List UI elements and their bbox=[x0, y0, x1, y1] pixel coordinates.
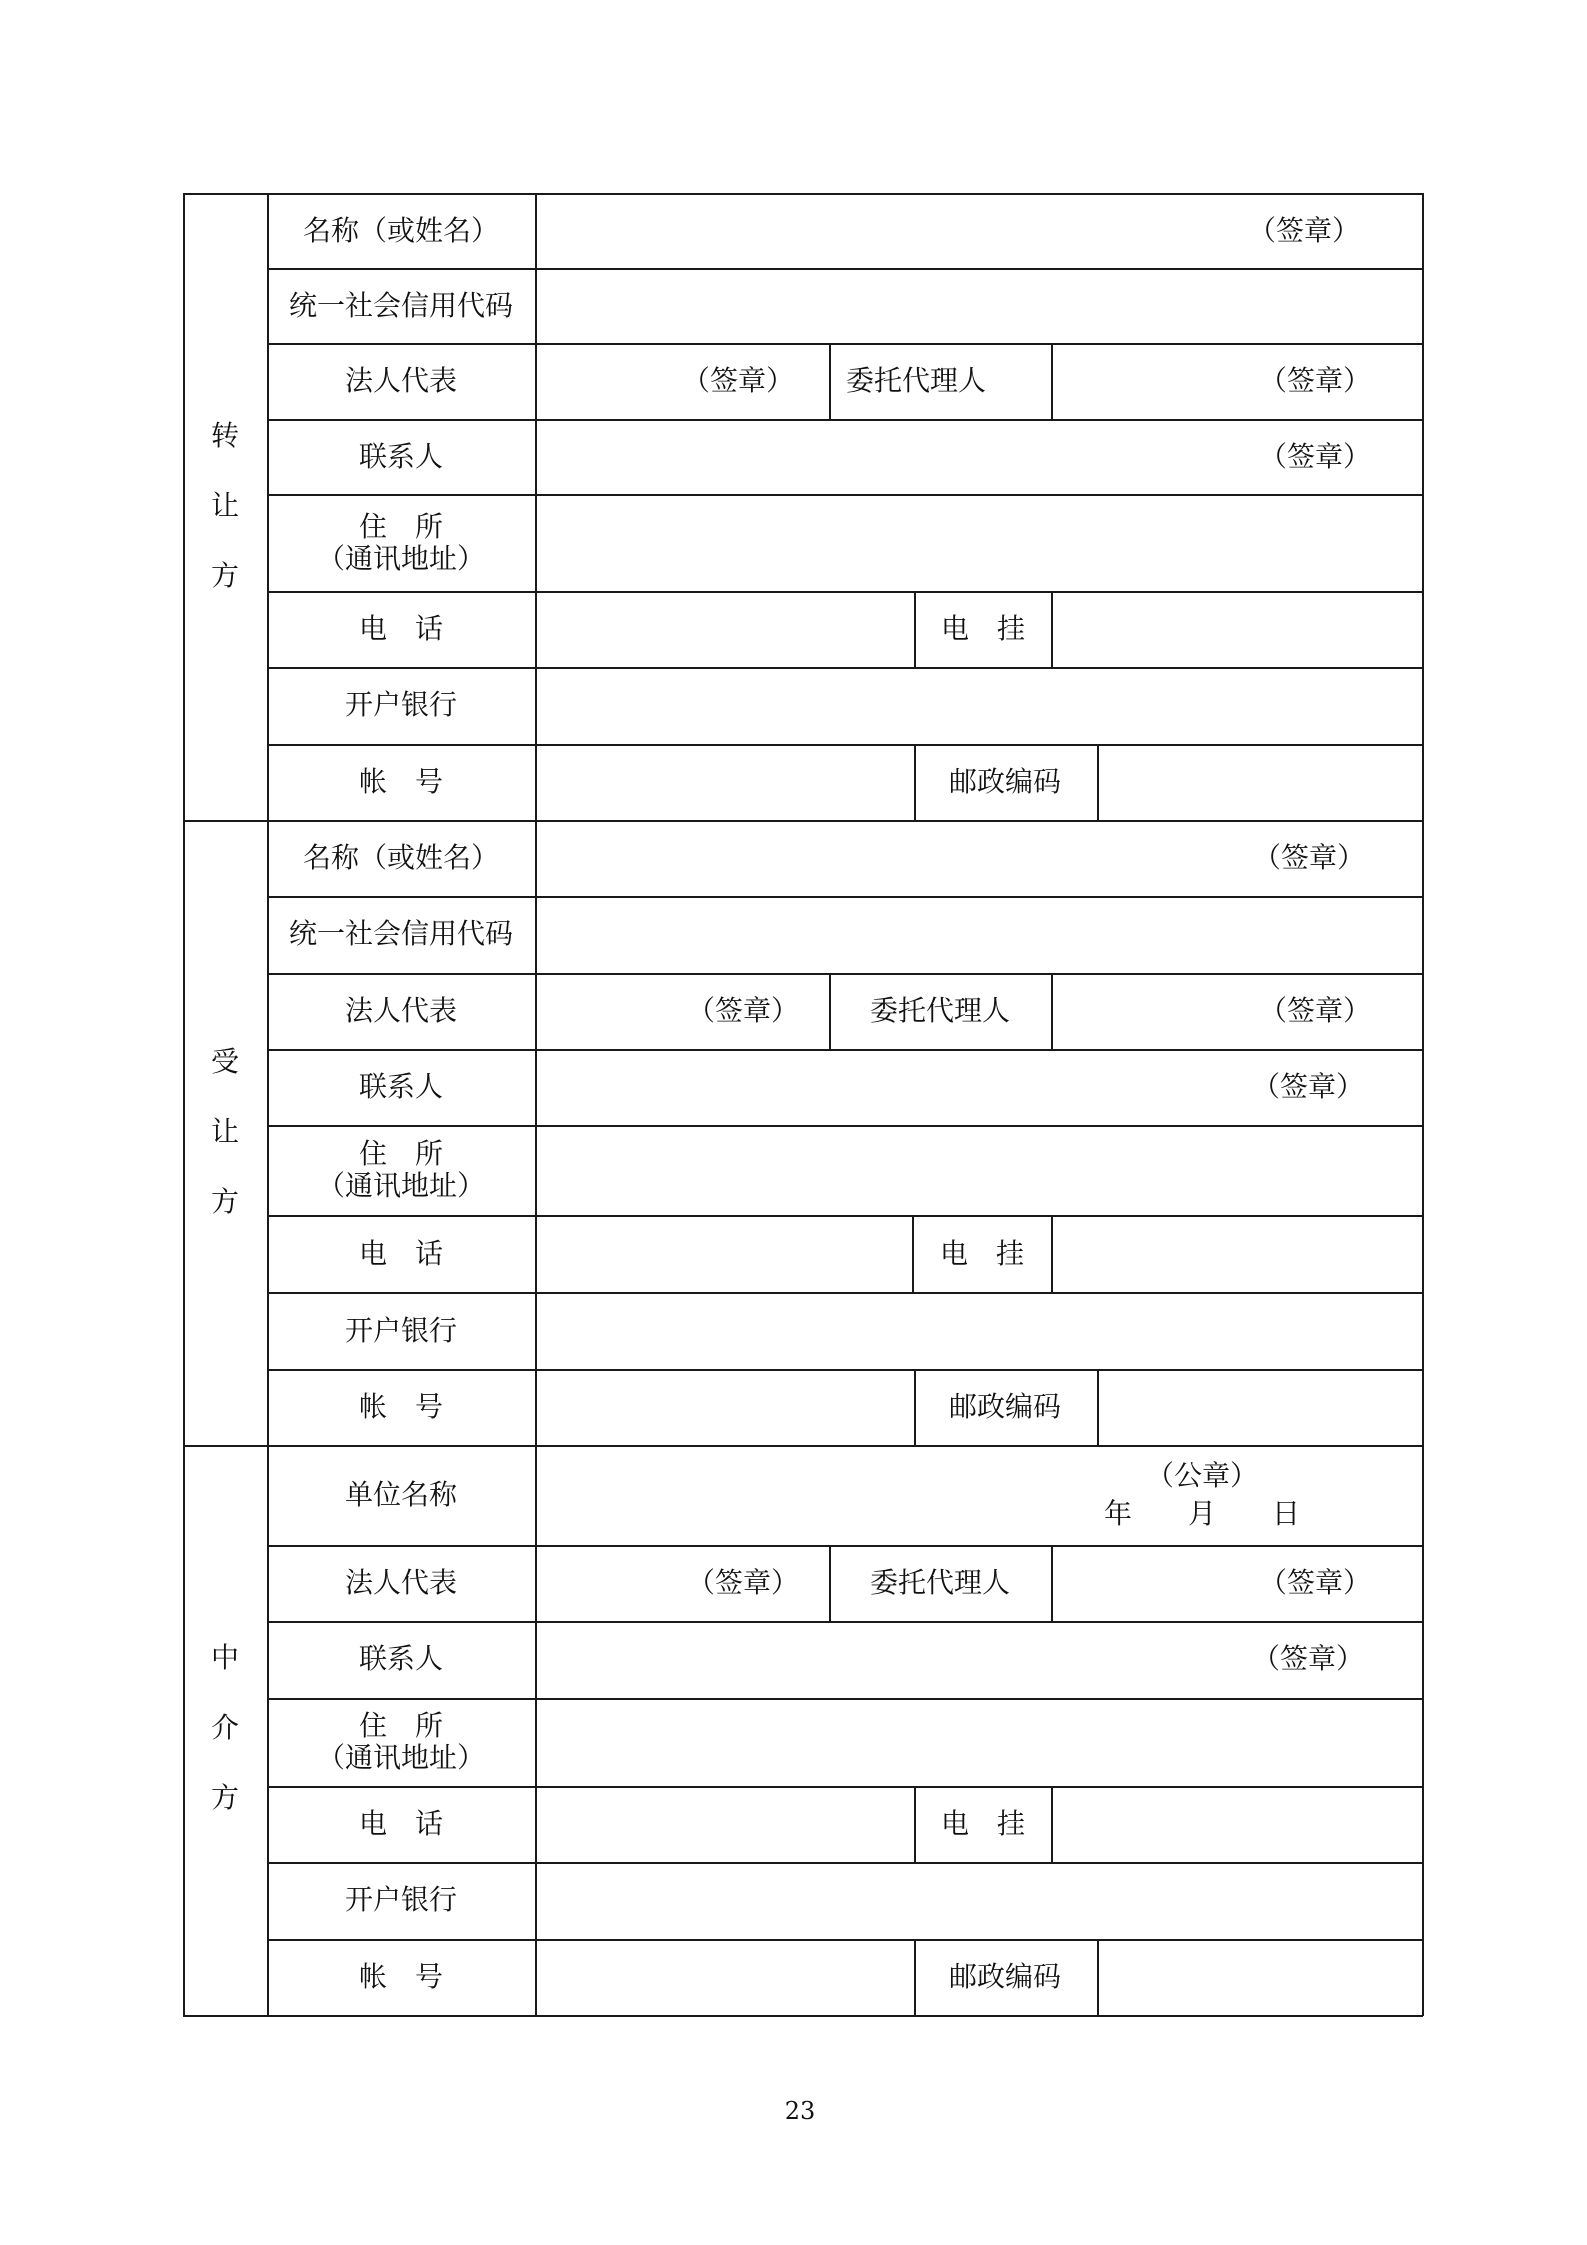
row-line bbox=[267, 268, 1423, 270]
address-label-line1: 住 所 bbox=[358, 1709, 444, 1742]
intermediary-address-label bbox=[316, 1709, 486, 1774]
label-column-divider bbox=[535, 193, 537, 2016]
intermediary-contact-signature: （签章） bbox=[1251, 1642, 1364, 1675]
row-line bbox=[267, 1545, 1423, 1547]
cell-divider bbox=[912, 1215, 914, 1292]
row-line bbox=[267, 1939, 1423, 1941]
row-line bbox=[267, 667, 1423, 669]
cell-divider bbox=[1051, 591, 1053, 667]
section-label-char: 让 bbox=[210, 1115, 240, 1148]
cell-divider bbox=[829, 343, 831, 419]
transferee-contact-label: 联系人 bbox=[358, 1070, 444, 1103]
table-border-bottom bbox=[183, 2015, 1423, 2017]
cell-divider bbox=[1097, 744, 1099, 820]
transferee-name-signature: （签章） bbox=[1252, 841, 1365, 874]
cell-divider bbox=[914, 1939, 916, 2015]
cell-divider bbox=[829, 973, 831, 1049]
transferee-credit-code-label: 统一社会信用代码 bbox=[288, 917, 514, 950]
transferor-legal-rep-label: 法人代表 bbox=[344, 364, 458, 397]
address-label-line1: 住 所 bbox=[358, 510, 444, 543]
cell-divider bbox=[1051, 343, 1053, 419]
transferee-legal-rep-signature: （签章） bbox=[686, 994, 799, 1027]
transferor-telegraph-label: 电 挂 bbox=[940, 612, 1026, 645]
intermediary-account-label: 帐 号 bbox=[358, 1960, 444, 1993]
row-line bbox=[267, 1862, 1423, 1864]
transferor-bank-label: 开户银行 bbox=[344, 688, 458, 721]
cell-divider bbox=[1051, 973, 1053, 1049]
row-line bbox=[267, 1292, 1423, 1294]
section-label-char: 转 bbox=[210, 419, 240, 452]
row-line bbox=[267, 973, 1423, 975]
section-label-intermediary bbox=[210, 1641, 240, 1814]
row-line bbox=[267, 1215, 1423, 1217]
transferee-postcode-label: 邮政编码 bbox=[948, 1390, 1062, 1423]
transferee-agent-label: 委托代理人 bbox=[869, 994, 1011, 1027]
row-line bbox=[267, 1786, 1423, 1788]
row-line bbox=[267, 343, 1423, 345]
row-line bbox=[267, 1369, 1423, 1371]
section-label-char: 方 bbox=[210, 559, 240, 592]
cell-divider bbox=[1097, 1939, 1099, 2015]
intermediary-phone-label: 电 话 bbox=[358, 1807, 444, 1840]
transferor-address-label bbox=[316, 510, 486, 575]
row-line bbox=[267, 591, 1423, 593]
section-divider-2 bbox=[183, 1445, 1423, 1447]
cell-divider bbox=[914, 591, 916, 667]
row-line bbox=[267, 896, 1423, 898]
table-border-left bbox=[183, 193, 185, 2016]
cell-divider bbox=[1097, 1369, 1099, 1445]
section-label-transferee bbox=[210, 1045, 240, 1218]
cell-divider bbox=[914, 1369, 916, 1445]
transferor-legal-rep-signature: （签章） bbox=[681, 364, 794, 397]
cell-divider bbox=[914, 744, 916, 820]
page-number: 23 bbox=[784, 2097, 816, 2125]
intermediary-official-seal: （公章） bbox=[1145, 1459, 1259, 1492]
address-label-line2: （通讯地址） bbox=[316, 1741, 486, 1774]
intermediary-legal-rep-label: 法人代表 bbox=[344, 1566, 458, 1599]
table-border-right bbox=[1422, 193, 1424, 2016]
transferor-phone-label: 电 话 bbox=[358, 612, 444, 645]
transferee-address-label bbox=[316, 1137, 486, 1202]
transferee-legal-rep-label: 法人代表 bbox=[344, 994, 458, 1027]
row-line bbox=[267, 1621, 1423, 1623]
intermediary-contact-label: 联系人 bbox=[358, 1642, 444, 1675]
transferee-name-label: 名称（或姓名） bbox=[302, 841, 500, 874]
row-line bbox=[267, 744, 1423, 746]
transferee-account-label: 帐 号 bbox=[358, 1390, 444, 1423]
address-label-line2: （通讯地址） bbox=[316, 1169, 486, 1202]
section-label-char: 介 bbox=[210, 1711, 240, 1744]
transferor-postcode-label: 邮政编码 bbox=[948, 765, 1062, 798]
transferor-account-label: 帐 号 bbox=[358, 765, 444, 798]
transferor-credit-code-label: 统一社会信用代码 bbox=[288, 289, 514, 322]
section-label-transferor bbox=[210, 419, 240, 592]
transferee-agent-signature: （签章） bbox=[1258, 994, 1371, 1027]
section-column-divider bbox=[267, 193, 269, 2016]
transferor-contact-label: 联系人 bbox=[358, 440, 444, 473]
section-label-char: 中 bbox=[210, 1641, 240, 1674]
transferor-agent-signature: （签章） bbox=[1258, 364, 1371, 397]
intermediary-bank-label: 开户银行 bbox=[344, 1883, 458, 1916]
intermediary-agent-signature: （签章） bbox=[1258, 1566, 1371, 1599]
section-label-char: 方 bbox=[210, 1781, 240, 1814]
row-line bbox=[267, 494, 1423, 496]
cell-divider bbox=[914, 1786, 916, 1862]
address-label-line2: （通讯地址） bbox=[316, 542, 486, 575]
transferor-name-signature: （签章） bbox=[1247, 214, 1360, 247]
intermediary-legal-rep-signature: （签章） bbox=[686, 1566, 799, 1599]
section-label-char: 受 bbox=[210, 1045, 240, 1078]
transferee-bank-label: 开户银行 bbox=[344, 1314, 458, 1347]
address-label-line1: 住 所 bbox=[358, 1137, 444, 1170]
transferee-phone-label: 电 话 bbox=[358, 1237, 444, 1270]
intermediary-agent-label: 委托代理人 bbox=[869, 1566, 1011, 1599]
transferor-contact-signature: （签章） bbox=[1258, 440, 1371, 473]
row-line bbox=[267, 1049, 1423, 1051]
cell-divider bbox=[1051, 1545, 1053, 1621]
cell-divider bbox=[1051, 1215, 1053, 1292]
transferee-telegraph-label: 电 挂 bbox=[939, 1237, 1025, 1270]
row-line bbox=[267, 1698, 1423, 1700]
transferee-contact-signature: （签章） bbox=[1251, 1070, 1364, 1103]
section-divider-1 bbox=[183, 820, 1423, 822]
cell-divider bbox=[1051, 1786, 1053, 1862]
intermediary-telegraph-label: 电 挂 bbox=[940, 1807, 1026, 1840]
section-label-char: 让 bbox=[210, 489, 240, 522]
cell-divider bbox=[829, 1545, 831, 1621]
table-border-top bbox=[183, 193, 1423, 195]
section-label-char: 方 bbox=[210, 1185, 240, 1218]
transferor-name-label: 名称（或姓名） bbox=[302, 214, 500, 247]
intermediary-postcode-label: 邮政编码 bbox=[948, 1960, 1062, 1993]
row-line bbox=[267, 1125, 1423, 1127]
transferor-agent-label: 委托代理人 bbox=[846, 364, 987, 397]
row-line bbox=[267, 419, 1423, 421]
intermediary-unit-name-label: 单位名称 bbox=[344, 1478, 458, 1511]
intermediary-date-line: 年 月 日 bbox=[1103, 1497, 1301, 1530]
